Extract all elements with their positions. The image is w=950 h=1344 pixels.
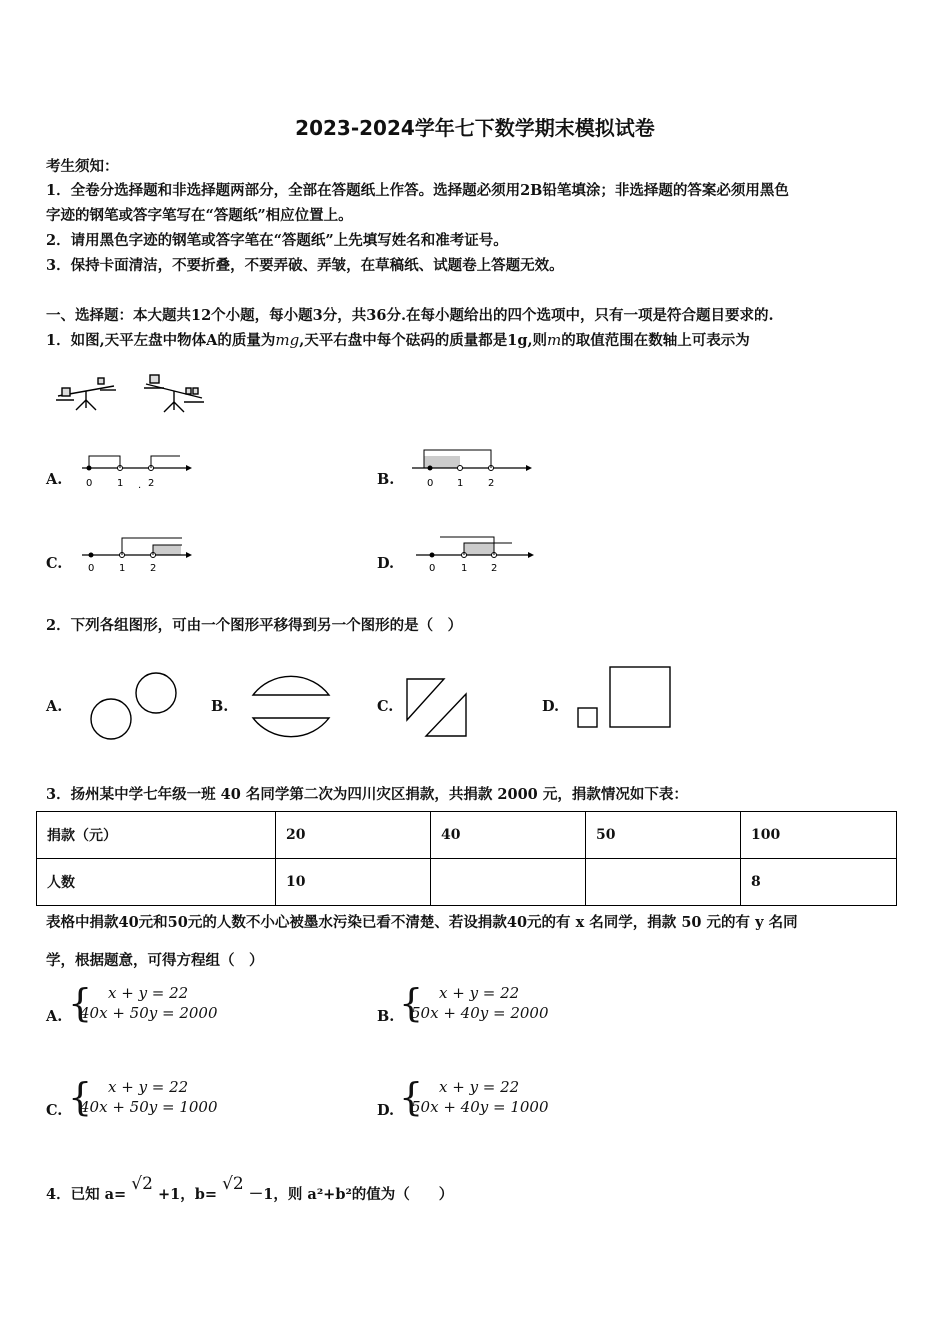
tick-0: 0	[88, 563, 95, 574]
q3-b-eq1: x + y = 22	[439, 984, 520, 1002]
q3-c-eq1: x + y = 22	[108, 1078, 189, 1096]
q3-option-a[interactable]: A.	[46, 1008, 63, 1025]
brace-icon: {	[68, 1075, 93, 1119]
table-cell: 捐款（元）	[37, 812, 276, 859]
question-1-text	[46, 329, 750, 350]
notice-item-1: 1．全卷分选择题和非选择题两部分，全部在答题纸上作答。选择题必须用2B铅笔填涂；非选择题的答案必须用黑色	[46, 182, 789, 199]
balance-left	[56, 378, 116, 410]
q1-numberline-d	[414, 533, 540, 575]
tick-1: 1	[457, 478, 464, 489]
q1-text-b: ,天平右盘中每个砝码的质量都是1g,则	[299, 332, 548, 349]
donation-table	[36, 811, 897, 906]
q2-option-a[interactable]: A.	[46, 698, 63, 715]
q2-option-b[interactable]: B.	[211, 698, 229, 715]
q1-numberline-c	[78, 533, 198, 575]
tick-2: 2	[150, 563, 157, 574]
q1-numberline-b	[410, 448, 536, 490]
tick-0: 0	[427, 478, 434, 489]
q1-m: m	[547, 331, 562, 349]
q2-figure-a-circles	[86, 668, 182, 746]
q3-d-eq2: 50x + 40y = 1000	[411, 1098, 549, 1116]
table-row	[37, 859, 897, 906]
question-2-text: 2．下列各组图形，可由一个图形平移得到另一个图形的是（ ）	[46, 617, 463, 634]
table-cell: 人数	[37, 859, 276, 906]
q1-text-c: 的取值范围在数轴上可表示为	[561, 332, 750, 349]
tick-1: 1	[461, 563, 468, 574]
q1-option-d[interactable]: D.	[377, 555, 395, 572]
q4-mid: +1，b=	[157, 1186, 217, 1203]
notice-item-3: 3．保持卡面清洁，不要折叠，不要弄破、弄皱，在草稿纸、试题卷上答题无效。	[46, 257, 564, 274]
brace-icon: {	[399, 981, 424, 1025]
table-cell: 100	[741, 812, 897, 859]
q1-numberline-a	[76, 448, 196, 490]
q3-option-b[interactable]: B.	[377, 1008, 395, 1025]
table-row	[37, 812, 897, 859]
q2-option-d[interactable]: D.	[542, 698, 560, 715]
notice-item-2: 2．请用黑色字迹的钢笔或答字笔在“答题纸”上先填写姓名和准考证号。	[46, 232, 508, 249]
table-cell: 10	[276, 859, 431, 906]
tick-0: 0	[86, 478, 93, 489]
q3-option-d[interactable]: D.	[377, 1102, 395, 1119]
q2-figure-b-segments	[248, 670, 334, 742]
table-cell: 20	[276, 812, 431, 859]
q2-figure-d-squares	[574, 664, 676, 732]
table-cell: 40	[431, 812, 586, 859]
table-cell: 50	[586, 812, 741, 859]
balance-right	[144, 375, 204, 412]
sqrt-2-b: √2	[222, 1174, 244, 1194]
tick-0: 0	[429, 563, 436, 574]
notice-heading: 考生须知：	[46, 158, 119, 175]
table-cell	[586, 859, 741, 906]
section-heading: 一、选择题：本大题共12个小题，每小题3分，共36分.在每小题给出的四个选项中，只有一项是符合题目要求的.	[46, 307, 774, 324]
q1-option-a[interactable]: A.	[46, 471, 63, 488]
question-4-text	[46, 1174, 454, 1204]
page-title: 2023-2024学年七下数学期末模拟试卷	[295, 116, 655, 140]
sqrt-2: √2	[131, 1174, 153, 1194]
q2-figure-c-triangles	[404, 676, 470, 742]
tick-2: 2	[148, 478, 155, 489]
tick-1: 1	[119, 563, 126, 574]
q4-prefix: 4．已知 a=	[46, 1186, 127, 1203]
tick-1: 1	[117, 478, 124, 489]
table-cell: 8	[741, 859, 897, 906]
q3-c-eq2: 40x + 50y = 1000	[80, 1098, 218, 1116]
q3-option-c[interactable]: C.	[46, 1102, 63, 1119]
table-cell	[431, 859, 586, 906]
question-3-prompt: 学，根据题意，可得方程组（ ）	[46, 952, 264, 969]
tick-2: 2	[491, 563, 498, 574]
balance-scale-figure	[52, 372, 212, 418]
question-3-continued: 表格中捐款40元和50元的人数不小心被墨水污染已看不清楚、若设捐款40元的有 x 名同学，捐款 50 元的有 y 名同	[46, 914, 798, 931]
q3-d-eq1: x + y = 22	[439, 1078, 520, 1096]
q2-option-c[interactable]: C.	[377, 698, 394, 715]
q1-mg: mg	[275, 331, 300, 349]
q3-a-eq1: x + y = 22	[108, 984, 189, 1002]
tick-2: 2	[488, 478, 495, 489]
notice-item-1-cont: 字迹的钢笔或答字笔写在“答题纸”相应位置上。	[46, 207, 353, 224]
q1-option-c[interactable]: C.	[46, 555, 63, 572]
q3-b-eq2: 50x + 40y = 2000	[411, 1004, 549, 1022]
tick-dot: .	[138, 480, 142, 490]
brace-icon: {	[399, 1075, 424, 1119]
q1-option-b[interactable]: B.	[377, 471, 395, 488]
q1-text-a: 1．如图,天平左盘中物体A的质量为	[46, 332, 276, 349]
question-3-text: 3．扬州某中学七年级一班 40 名同学第二次为四川灾区捐款，共捐款 2000 元，捐款情况如下表：	[46, 786, 688, 803]
brace-icon: {	[68, 981, 93, 1025]
q4-suffix: －1，则 a²+b²的值为（ ）	[248, 1186, 454, 1203]
q3-a-eq2: 40x + 50y = 2000	[80, 1004, 218, 1022]
